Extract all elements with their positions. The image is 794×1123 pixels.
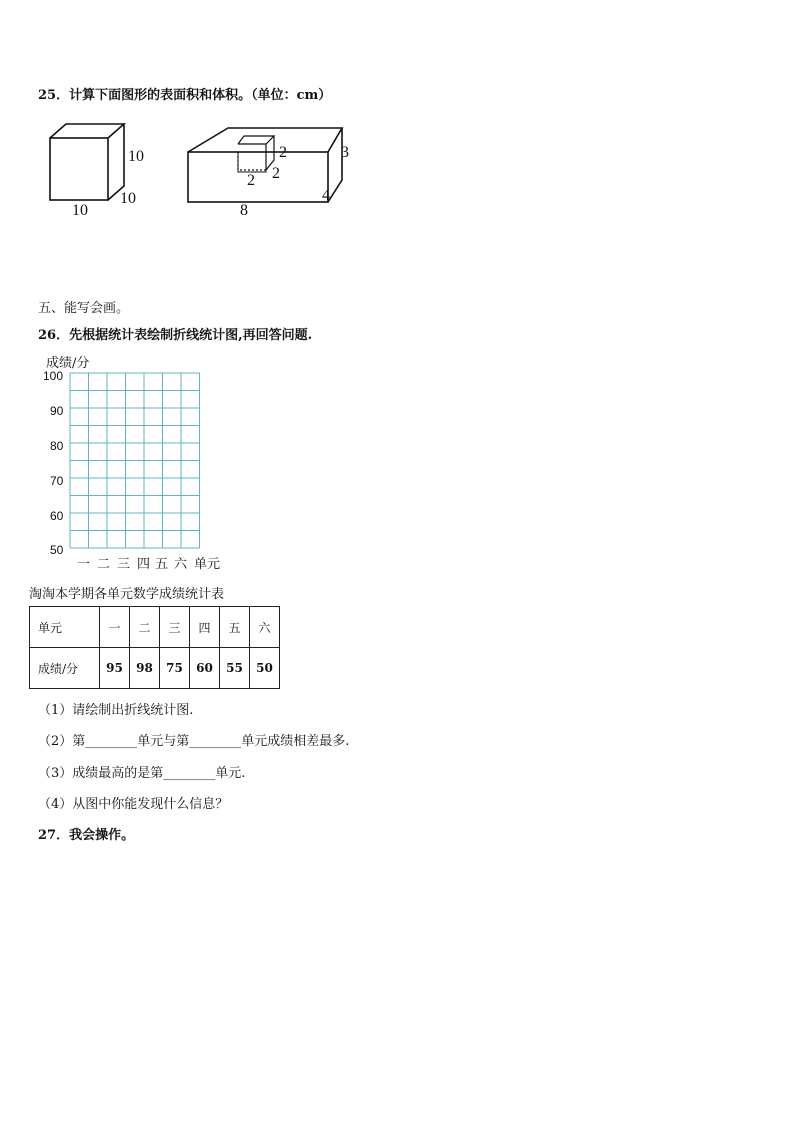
xlabel-unit: 单元	[194, 557, 221, 572]
table-title: 淘淘本学期各单元数学成绩统计表	[29, 587, 225, 602]
q26-sub3: （3）成绩最高的是第________单元.	[38, 766, 246, 781]
section5-title: 五、能写会画。	[38, 301, 130, 316]
blank-line-chart-grid	[70, 373, 200, 553]
table-row	[30, 607, 280, 648]
xlabel-5: 五	[155, 557, 169, 572]
ytick-100: 100	[43, 369, 64, 383]
table-cell-unit: 三	[160, 607, 190, 648]
hole-edge-label-c: 2	[247, 172, 255, 189]
table-cell-unit: 一	[100, 607, 130, 648]
hole-edge-label-b: 2	[272, 165, 280, 182]
table-cell-unit: 二	[130, 607, 160, 648]
xlabel-3: 三	[117, 557, 131, 572]
table-row	[30, 648, 280, 689]
table-row-head-unit: 单元	[30, 607, 100, 648]
q27-title: 27．我会操作。	[38, 828, 135, 843]
q26-sub2: （2）第________单元与第________单元成绩相差最多.	[38, 734, 350, 749]
q26-sub1: （1）请绘制出折线统计图.	[38, 703, 194, 718]
table-cell-score: 75	[160, 648, 190, 689]
table-cell-score: 55	[220, 648, 250, 689]
q25-title: 25．计算下面图形的表面积和体积。（单位：cm）	[38, 88, 332, 103]
table-cell-score: 60	[190, 648, 220, 689]
xlabel-2: 二	[97, 557, 111, 572]
xlabel-1: 一	[77, 557, 91, 572]
table-cell-score: 50	[250, 648, 280, 689]
ytick-60: 60	[50, 509, 64, 523]
cuboid-width-label: 4	[322, 187, 330, 204]
ytick-80: 80	[50, 439, 64, 453]
xlabel-4: 四	[137, 557, 151, 572]
table-cell-unit: 六	[250, 607, 280, 648]
q26-sub4: （4）从图中你能发现什么信息？	[38, 797, 229, 812]
cube-length-label: 10	[72, 202, 88, 219]
table-cell-unit: 五	[220, 607, 250, 648]
hole-edge-label-a: 2	[279, 144, 287, 161]
ytick-90: 90	[50, 404, 64, 418]
table-cell-score: 95	[100, 648, 130, 689]
ytick-50: 50	[50, 543, 64, 557]
score-table	[29, 606, 280, 689]
table-cell-unit: 四	[190, 607, 220, 648]
xlabel-6: 六	[174, 557, 188, 572]
cube-height-label: 10	[128, 148, 144, 165]
ytick-70: 70	[50, 474, 64, 488]
q26-title: 26．先根据统计表绘制折线统计图,再回答问题.	[38, 328, 313, 343]
table-row-head-score: 成绩/分	[30, 648, 100, 689]
table-cell-score: 98	[130, 648, 160, 689]
cuboid-height-label: 3	[341, 144, 349, 161]
grid-ylabel: 成绩/分	[46, 356, 90, 371]
cuboid-length-label: 8	[240, 202, 248, 219]
cube-depth-label: 10	[120, 190, 136, 207]
